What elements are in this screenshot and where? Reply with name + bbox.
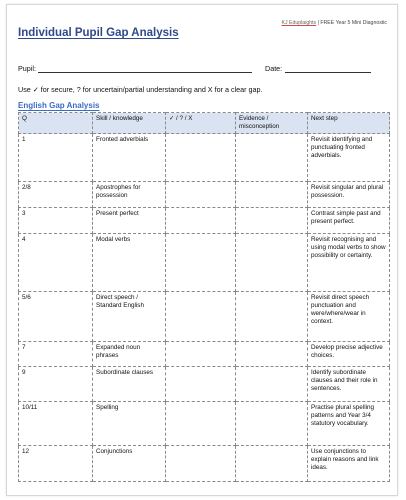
- table-row: [19, 402, 390, 446]
- cell-skill: Expanded noun phrases: [93, 342, 166, 367]
- cell-q: 9: [19, 367, 93, 402]
- cell-q: 1: [19, 134, 93, 182]
- cell-evidence[interactable]: [236, 134, 308, 182]
- cell-next-step: Practise plural spelling patterns and Year 3/4 statutory vocabulary.: [308, 402, 390, 446]
- date-line[interactable]: [285, 66, 371, 73]
- cell-evidence[interactable]: [236, 402, 308, 446]
- cell-evidence[interactable]: [236, 446, 308, 482]
- cell-next-step: Revisit direct speech punctuation and were/where/wear in context.: [308, 292, 390, 342]
- cell-q: 10/11: [19, 402, 93, 446]
- cell-mark[interactable]: [166, 208, 236, 234]
- cell-mark[interactable]: [166, 342, 236, 367]
- cell-q: 3: [19, 208, 93, 234]
- gap-analysis-table: [18, 112, 390, 482]
- cell-next-step: Identify subordinate clauses and their role in sentences.: [308, 367, 390, 402]
- cell-next-step: Revisit singular and plural possession.: [308, 182, 390, 208]
- header-mark: ✓ / ? / X: [166, 113, 236, 134]
- pupil-label: Pupil:: [18, 64, 36, 73]
- cell-mark[interactable]: [166, 446, 236, 482]
- cell-skill: Subordinate clauses: [93, 367, 166, 402]
- cell-mark[interactable]: [166, 292, 236, 342]
- instructions-text: Use ✓ for secure, ? for uncertain/partial understanding and X for a clear gap.: [18, 85, 263, 94]
- page-title: Individual Pupil Gap Analysis: [18, 27, 179, 39]
- table-row: [19, 342, 390, 367]
- cell-next-step: Revisit recognising and using modal verbs to show possibility or certainty.: [308, 234, 390, 292]
- cell-skill: Conjunctions: [93, 446, 166, 482]
- cell-mark[interactable]: [166, 234, 236, 292]
- date-field: [265, 64, 371, 73]
- header-brand: KJ Eduplaights: [281, 20, 317, 26]
- cell-next-step: Contrast simple past and present perfect.: [308, 208, 390, 234]
- cell-skill: Fronted adverbials: [93, 134, 166, 182]
- section-title: English Gap Analysis: [18, 101, 100, 110]
- cell-q: 5/6: [19, 292, 93, 342]
- table-row: [19, 134, 390, 182]
- cell-skill: Present perfect: [93, 208, 166, 234]
- cell-next-step: Develop precise adjective choices.: [308, 342, 390, 367]
- table-row: [19, 208, 390, 234]
- pupil-field: [18, 64, 252, 73]
- document-page: [6, 4, 398, 496]
- cell-evidence[interactable]: [236, 182, 308, 208]
- cell-q: 12: [19, 446, 93, 482]
- header-evidence: Evidence / misconception: [236, 113, 308, 134]
- cell-skill: Apostrophes for possession: [93, 182, 166, 208]
- cell-mark[interactable]: [166, 367, 236, 402]
- cell-evidence[interactable]: [236, 234, 308, 292]
- cell-next-step: Revisit identifying and punctuating fronted adverbials.: [308, 134, 390, 182]
- cell-evidence[interactable]: [236, 292, 308, 342]
- table-row: [19, 234, 390, 292]
- header-skill: Skill / knowledge: [93, 113, 166, 134]
- cell-mark[interactable]: [166, 134, 236, 182]
- cell-evidence[interactable]: [236, 208, 308, 234]
- table-row: [19, 367, 390, 402]
- pupil-name-line[interactable]: [38, 66, 252, 73]
- cell-q: 2/8: [19, 182, 93, 208]
- cell-mark[interactable]: [166, 402, 236, 446]
- table-row: [19, 182, 390, 208]
- date-label: Date:: [265, 64, 283, 73]
- cell-q: 7: [19, 342, 93, 367]
- cell-skill: Direct speech / Standard English: [93, 292, 166, 342]
- cell-evidence[interactable]: [236, 342, 308, 367]
- table-row: [19, 446, 390, 482]
- cell-skill: Spelling: [93, 402, 166, 446]
- header-note-text: | FREE Year 5 Mini Diagnostic: [316, 20, 387, 26]
- cell-mark[interactable]: [166, 182, 236, 208]
- header-next-step: Next step: [308, 113, 390, 134]
- cell-skill: Modal verbs: [93, 234, 166, 292]
- cell-next-step: Use conjunctions to explain reasons and link ideas.: [308, 446, 390, 482]
- table-header-row: [19, 113, 390, 134]
- cell-evidence[interactable]: [236, 367, 308, 402]
- cell-q: 4: [19, 234, 93, 292]
- header-q: Q: [19, 113, 93, 134]
- header-note: [282, 20, 387, 26]
- table-row: [19, 292, 390, 342]
